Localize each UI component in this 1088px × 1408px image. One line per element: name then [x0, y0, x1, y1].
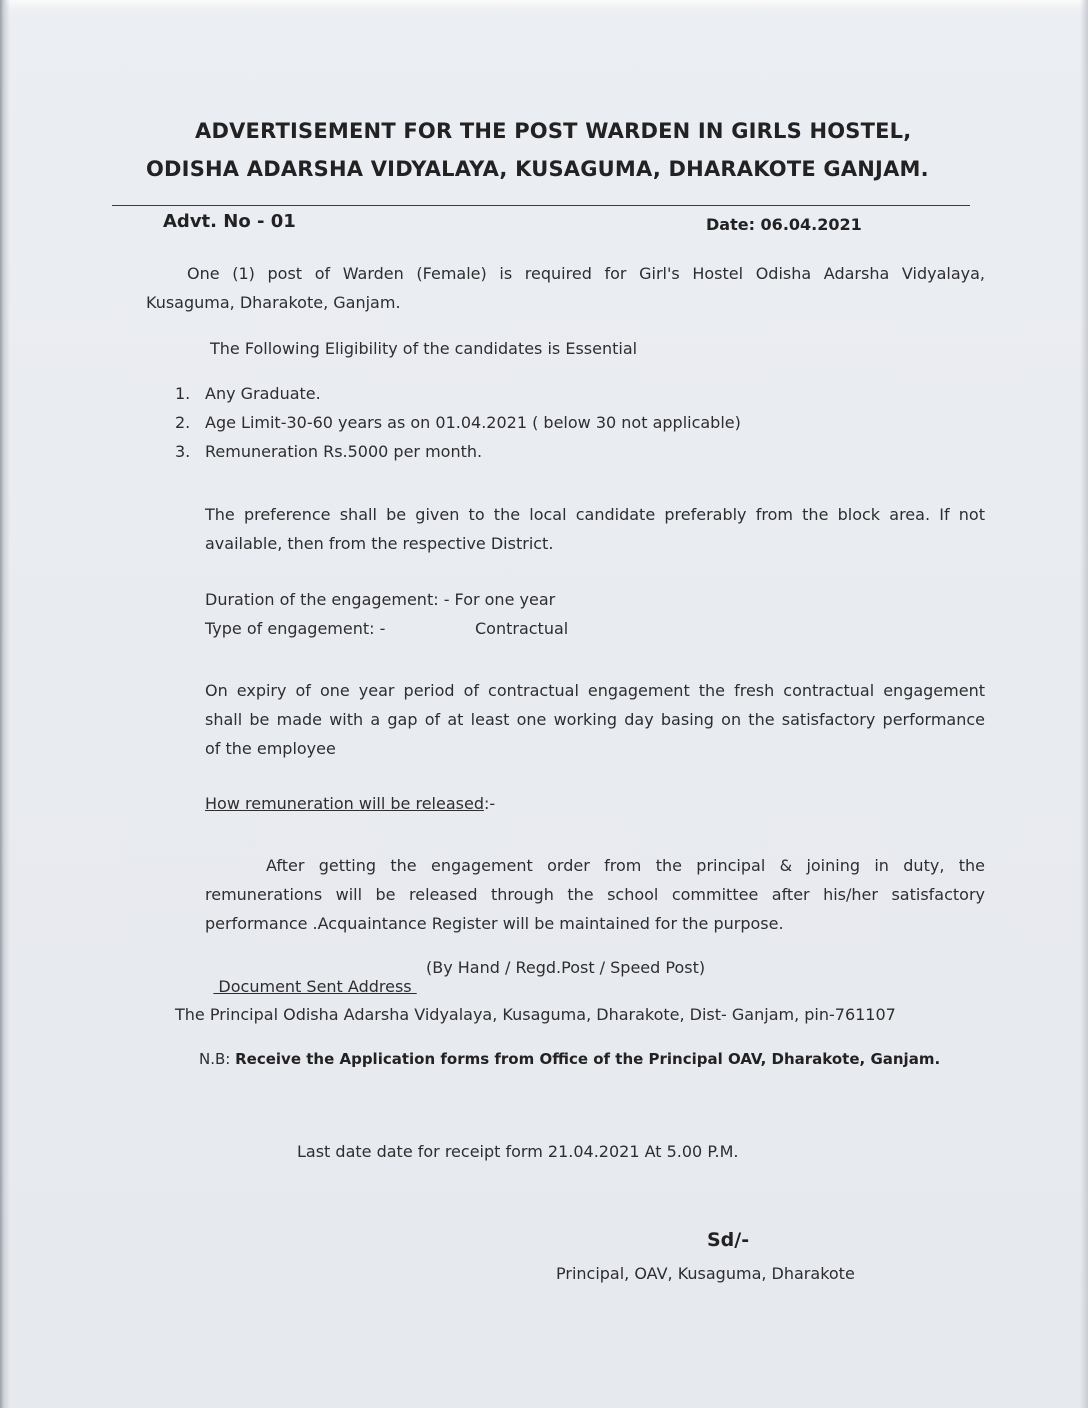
- deadline: Last date date for receipt form 21.04.2021 At 5.00 P.M.: [297, 1142, 739, 1161]
- scan-edge-right: [1080, 0, 1088, 1408]
- address-label-text: Document Sent Address: [213, 977, 417, 996]
- preference-paragraph: [205, 500, 985, 558]
- engagement-type-label: Type of engagement: -: [205, 619, 386, 638]
- title-line-2: ODISHA ADARSHA VIDYALAYA, KUSAGUMA, DHARAKOTE GANJAM.: [146, 157, 929, 181]
- intro-paragraph: [146, 259, 985, 317]
- eligibility-item-number: 3.: [175, 442, 191, 461]
- signature-designation: Principal, OAV, Kusaguma, Dharakote: [556, 1264, 855, 1283]
- intro-line-1: One (1) post of Warden (Female) is required for Girl's Hostel Odisha Adarsha Vidyalaya,: [187, 264, 985, 283]
- renewal-line-2: shall be made with a gap of at least one working day basing on the satisfactory performance: [205, 710, 985, 729]
- eligibility-item: [175, 384, 321, 403]
- remuneration-heading: [205, 794, 495, 813]
- renewal-line-3: of the employee: [205, 739, 336, 758]
- remuneration-line-3: performance .Acquaintance Register will be maintained for the purpose.: [205, 914, 784, 933]
- address-full: The Principal Odisha Adarsha Vidyalaya, Kusaguma, Dharakote, Dist- Ganjam, pin-761107: [175, 1005, 896, 1024]
- remuneration-heading-suffix: :-: [483, 794, 496, 813]
- title-line-1: ADVERTISEMENT FOR THE POST WARDEN IN GIRLS HOSTEL,: [195, 119, 912, 143]
- eligibility-heading: The Following Eligibility of the candidates is Essential: [210, 339, 638, 358]
- scan-edge-left: [0, 0, 10, 1408]
- eligibility-item-text: Remuneration Rs.5000 per month.: [205, 442, 483, 461]
- eligibility-item: [175, 413, 741, 432]
- note-text: Receive the Application forms from Office of the Principal OAV, Dharakote, Ganjam.: [235, 1050, 941, 1068]
- eligibility-item-number: 1.: [175, 384, 191, 403]
- note-prefix: N.B:: [199, 1050, 231, 1068]
- eligibility-item-text: Any Graduate.: [205, 384, 321, 403]
- eligibility-item-number: 2.: [175, 413, 191, 432]
- remuneration-heading-text: How remuneration will be released: [205, 794, 484, 813]
- remuneration-line-2: remunerations will be released through the school committee after his/her satisfactory: [205, 885, 985, 904]
- renewal-line-1: On expiry of one year period of contractual engagement the fresh contractual engagement: [205, 681, 985, 700]
- header-divider: [112, 205, 970, 206]
- preference-line-2: available, then from the respective District.: [205, 534, 554, 553]
- preference-line-1: The preference shall be given to the local candidate preferably from the block area. If not: [205, 505, 985, 524]
- eligibility-item: [175, 442, 482, 461]
- engagement-type-value: Contractual: [475, 619, 569, 638]
- remuneration-line-1: After getting the engagement order from the principal & joining in duty, the: [266, 856, 985, 875]
- eligibility-item-text: Age Limit-30-60 years as on 01.04.2021 ( below 30 not applicable): [205, 413, 741, 432]
- advt-date: Date: 06.04.2021: [706, 215, 862, 234]
- note: [199, 1050, 940, 1068]
- address-delivery-mode: (By Hand / Regd.Post / Speed Post): [426, 958, 706, 977]
- scan-edge-top: [0, 0, 1088, 14]
- intro-line-2: Kusaguma, Dharakote, Ganjam.: [146, 293, 401, 312]
- signature-sd: Sd/-: [707, 1229, 750, 1251]
- advt-number: Advt. No - 01: [163, 211, 296, 232]
- renewal-paragraph: [205, 676, 985, 763]
- remuneration-paragraph: [205, 851, 985, 938]
- engagement-duration: Duration of the engagement: - For one year: [205, 590, 556, 609]
